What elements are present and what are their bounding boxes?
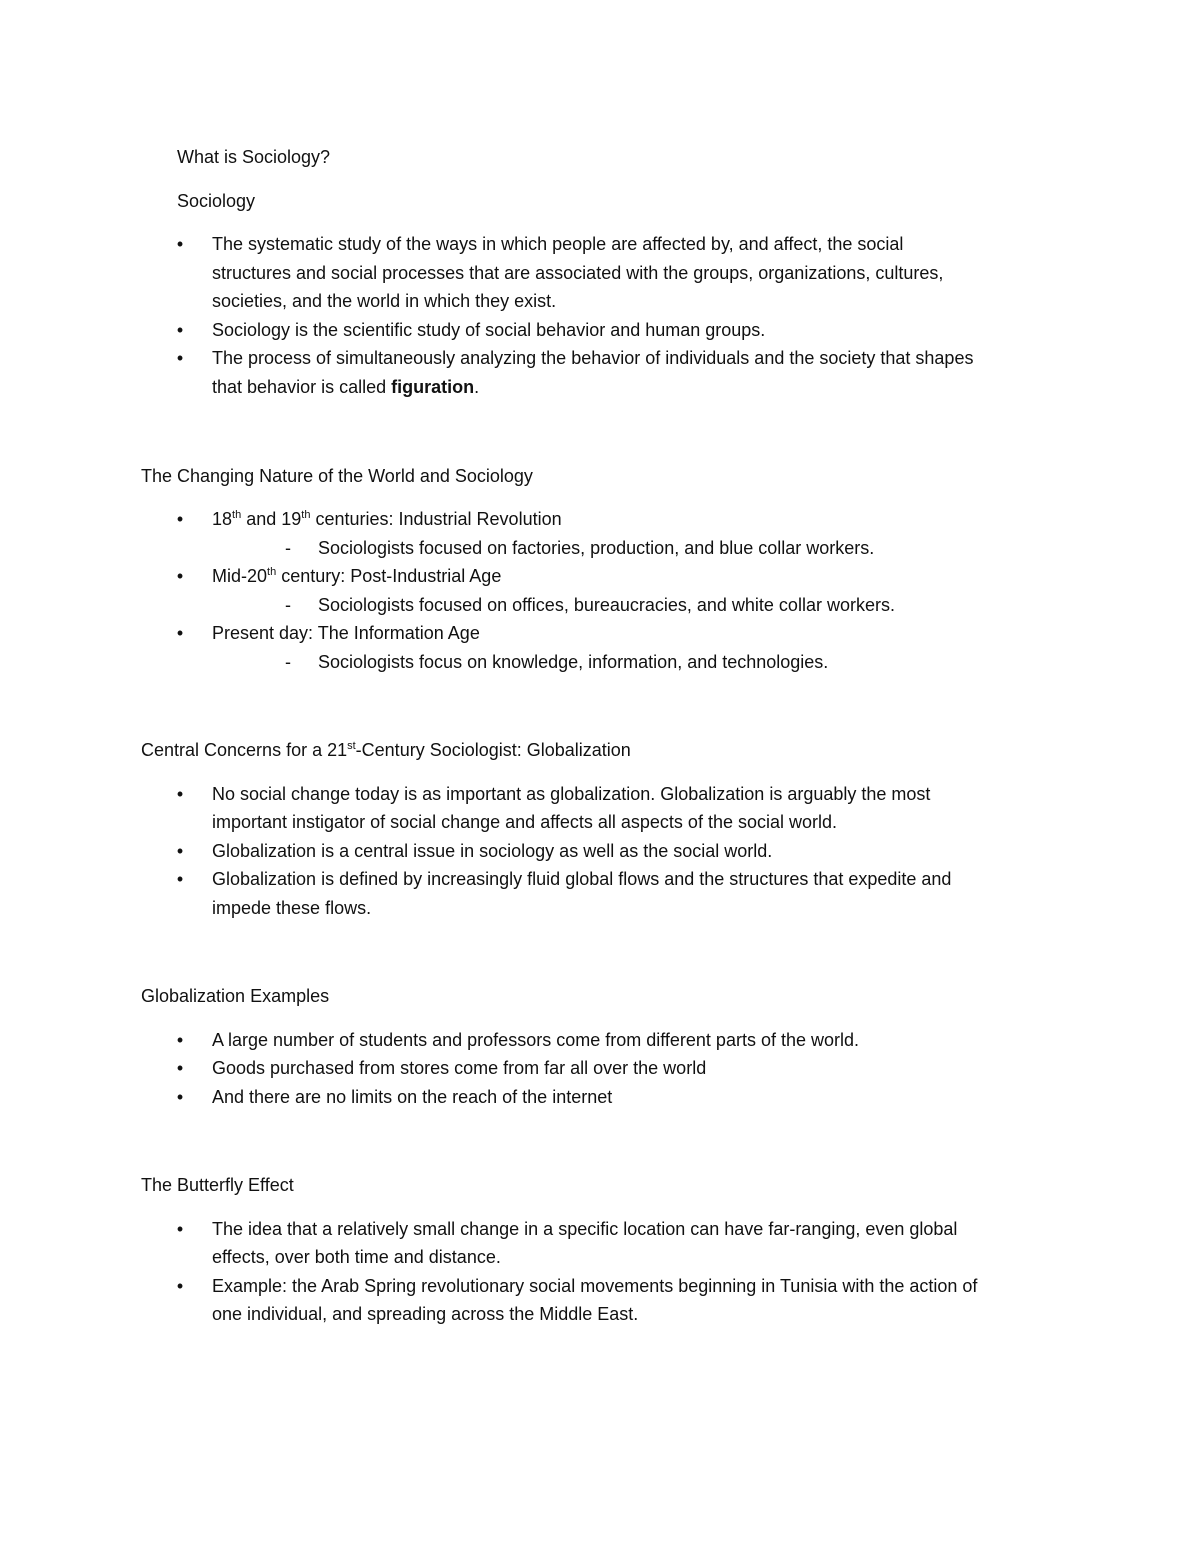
bullet-icon: •: [176, 784, 184, 804]
list-item-line: Example: the Arab Spring revolutionary social movements beginning in Tunisia with the action of: [212, 1276, 978, 1296]
list-item-line: impede these flows.: [212, 898, 372, 918]
text-fragment: Mid-20: [212, 566, 268, 586]
superscript: th: [267, 566, 277, 578]
bullet-icon: •: [176, 1058, 184, 1078]
superscript: st: [347, 740, 356, 752]
list-item-line: Goods purchased from stores come from far all over the world: [212, 1058, 707, 1078]
bullet-icon: •: [176, 566, 184, 586]
list-item-line: effects, over both time and distance.: [212, 1247, 501, 1267]
sub-item-line: Sociologists focused on factories, production, and blue collar workers.: [318, 538, 875, 558]
section-heading: The Butterfly Effect: [141, 1175, 294, 1195]
list-item-line: Present day: The Information Age: [212, 623, 480, 643]
dash-icon: -: [285, 538, 291, 558]
bullet-icon: •: [176, 1030, 184, 1050]
dash-icon: -: [285, 595, 291, 615]
list-item-line: Globalization is defined by increasingly fluid global flows and the structures that expedite and: [212, 869, 952, 889]
list-item-line: [212, 376, 479, 398]
section-heading: The Changing Nature of the World and Sociology: [141, 466, 533, 486]
superscript: th: [232, 509, 242, 521]
section-heading: [141, 739, 631, 761]
list-item-line: The systematic study of the ways in which people are affected by, and affect, the social: [212, 234, 904, 254]
text-fragment: Central Concerns for a 21: [141, 740, 348, 760]
list-item-line: And there are no limits on the reach of the internet: [212, 1087, 613, 1107]
list-item-line: The process of simultaneously analyzing the behavior of individuals and the society that shapes: [212, 348, 974, 368]
text-fragment: and 19: [241, 509, 302, 529]
bullet-icon: •: [176, 841, 184, 861]
list-item-line: structures and social processes that are associated with the groups, organizations, cultures,: [212, 263, 944, 283]
superscript: th: [301, 509, 311, 521]
section-subheading: Sociology: [177, 191, 256, 211]
list-item-line: The idea that a relatively small change in a specific location can have far-ranging, even global: [212, 1219, 958, 1239]
list-item-line: Sociology is the scientific study of social behavior and human groups.: [212, 320, 766, 340]
list-item-line: Globalization is a central issue in sociology as well as the social world.: [212, 841, 773, 861]
bullet-icon: •: [176, 869, 184, 889]
list-item-line: A large number of students and professors come from different parts of the world.: [212, 1030, 859, 1050]
text-fragment: centuries: Industrial Revolution: [310, 509, 562, 529]
section-heading: Globalization Examples: [141, 986, 330, 1006]
sub-item-line: Sociologists focused on offices, bureaucracies, and white collar workers.: [318, 595, 895, 615]
text-fragment: .: [474, 377, 480, 397]
list-item-line: No social change today is as important as globalization. Globalization is arguably the most: [212, 784, 931, 804]
sub-item-line: Sociologists focus on knowledge, information, and technologies.: [318, 652, 829, 672]
list-item-line: important instigator of social change and affects all aspects of the social world.: [212, 812, 838, 832]
list-item-line: one individual, and spreading across the Middle East.: [212, 1304, 639, 1324]
bold-term: figuration: [391, 377, 475, 397]
bullet-icon: •: [176, 1087, 184, 1107]
bullet-icon: •: [176, 1219, 184, 1239]
text-fragment: that behavior is called: [212, 377, 392, 397]
bullet-icon: •: [176, 623, 184, 643]
list-item-line: [212, 565, 501, 587]
text-fragment: century: Post-Industrial Age: [276, 566, 502, 586]
bullet-icon: •: [176, 348, 184, 368]
bullet-icon: •: [176, 234, 184, 254]
text-fragment: -Century Sociologist: Globalization: [355, 740, 631, 760]
list-item-line: societies, and the world in which they exist.: [212, 291, 557, 311]
bullet-icon: •: [176, 320, 184, 340]
list-item-line: [212, 508, 562, 530]
bullet-icon: •: [176, 1276, 184, 1296]
text-fragment: 18: [212, 509, 233, 529]
dash-icon: -: [285, 652, 291, 672]
section-heading: What is Sociology?: [177, 147, 331, 167]
bullet-icon: •: [176, 509, 184, 529]
